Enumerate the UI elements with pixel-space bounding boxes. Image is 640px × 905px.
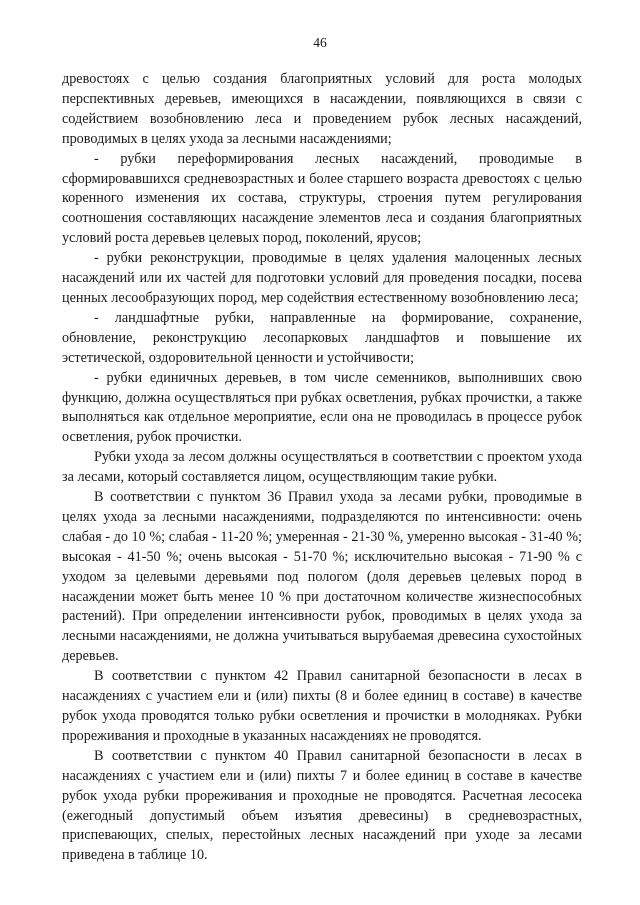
paragraph-single-tree-cuttings: - рубки единичных деревьев, в том числе семенников, выполнивших свою функцию, должна осуществляться при рубках осветления, рубках прочистки, а также выполняться как отдельное мероприятие, если она не проводилась в процессе рубок осветления, рубок прочистки. xyxy=(62,369,582,446)
page-number: 46 xyxy=(313,35,327,50)
paragraph-reconstruction-cuttings: - рубки реконструкции, проводимые в целях удаления малоценных лесных насаждений или их частей для подготовки условий для проведения посадки, посева ценных лесообразующих пород, мер содействия естественному возобновлению леса; xyxy=(62,250,582,306)
paragraph-care-project: Рубки ухода за лесом должны осуществляться в соответствии с проектом ухода за лесами, который составляется лицом, осуществляющим такие рубки. xyxy=(62,449,582,486)
paragraph-reforming-cuttings: - рубки переформирования лесных насаждений, проводимые в сформировавшихся средневозрастных и более старшего возраста древостоях с целью коренного изменения их состава, структуры, строения путем регулирования соотношения составляющих насаждение элементов леса и создания благоприятных условий роста деревьев целевых пород, поколений, ярусов; xyxy=(62,150,582,247)
paragraph-continuation: древостоях с целью создания благоприятных условий для роста молодых перспективных деревьев, имеющихся в насаждении, появляющихся в связи с содействием возобновлению леса и проведением рубок лесных насаждений, проводимых в целях ухода за лесными насаждениями; xyxy=(62,71,582,147)
document-body xyxy=(62,70,582,866)
paragraph-sanitary-rule-40: В соответствии с пунктом 40 Правил санитарной безопасности в лесах в насаждениях с участием ели и (или) пихты 7 и более единиц в составе в качестве рубок ухода рубки прореживания и проходные не проводятся. Расчетная лесосека (ежегодный допустимый объем изъятия древесины) в средневозрастных, приспевающих, спелых, перестойных лесных насаждений при уходе за лесами приведена в таблице 10. xyxy=(62,747,582,864)
paragraph-landscape-cuttings: - ландшафтные рубки, направленные на формирование, сохранение, обновление, реконструкцию лесопарковых ландшафтов и повышение их эстетической, оздоровительной ценности и устойчивости; xyxy=(62,309,582,366)
paragraph-sanitary-rule-42: В соответствии с пунктом 42 Правил санитарной безопасности в лесах в насаждениях с участием ели и (или) пихты (8 и более единиц в составе) в качестве рубок ухода проводятся только рубки осветления и прочистки в молодняках. Рубки прореживания и проходные в указанных насаждениях не проводятся. xyxy=(62,668,582,744)
paragraph-intensity-rules: В соответствии с пунктом 36 Правил ухода за лесами рубки, проводимые в целях ухода за лесными насаждениями, подразделяются по интенсивности: очень слабая - до 10 %; слабая - 11-20 %; умеренная - 21-30 %, умеренно высокая - 31-40 %; высокая - 41-50 %; очень высокая - 51-70 %; исключительно высокая - 71-90 % с уходом за целевыми деревьями под пологом (доля деревьев целевых пород в насаждении может быть менее 10 % при достаточном количестве жизнеспособных растений). При определении интенсивности рубок, проводимых в целях ухода за лесными насаждениями, не должна учитываться вырубаемая древесина сухостойных деревьев. xyxy=(62,489,582,665)
